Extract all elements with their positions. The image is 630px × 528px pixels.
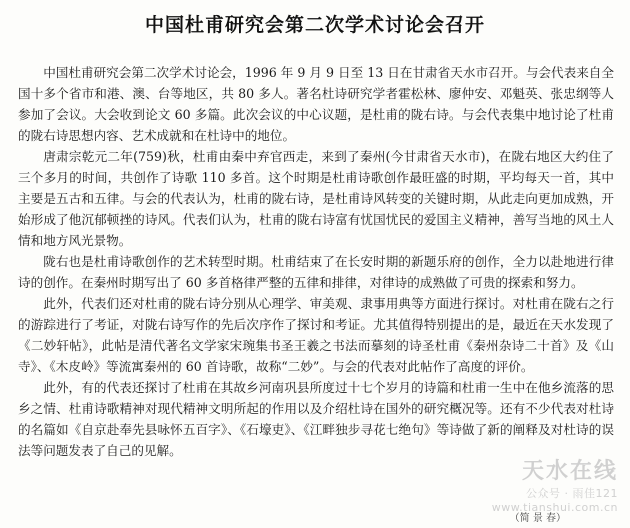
paragraph: 中国杜甫研究会第二次学术讨论会，1996 年 9 月 9 日至 13 日在甘肃省天水市召开。与会代表来自全国十多个省市和港、澳、台等地区，共 80 多人。著名杜诗研究学者霍松林、廖仲安、邓魁英、张忠纲等人参加了会议。大会收到论文 60 多篇。此次会议的中心议题，是杜甫的陇右诗。与会代表集中地讨论了杜甫的陇右诗思想内容、艺术成就和在杜诗中的地位。 (18, 65, 614, 143)
article-title: 中国杜甫研究会第二次学术讨论会召开 (144, 14, 485, 36)
author-signature: （简 景 春） (509, 513, 566, 524)
article-body (18, 62, 614, 461)
paragraph: 此外，代表们还对杜甫的陇右诗分别从心理学、审美观、隶事用典等方面进行探讨。对杜甫在陇右之行的游踪进行了考证，对陇右诗写作的先后次序作了探讨和考证。尤其值得特别提出的是，最近在天水发现了《二妙轩帖》，此帖是清代著名文学家宋琬集书圣王羲之书法而摹刻的诗圣杜甫《秦州杂诗二十首》及《山寺》、《木皮岭》等流寓秦州的 60 首诗歌，故称“二妙”。与会的代表对此帖作了高度的评价。 (18, 296, 614, 374)
paragraph: 唐肃宗乾元二年(759)秋，杜甫由秦中弃官西走，来到了秦州(今甘肃省天水市)，在陇右地区大约住了三个多月的时间，共创作了诗歌 110 多首。这个时期是杜甫诗歌创作最旺盛的时期，平均每天一首，其中主要是五古和五律。与会的代表认为，杜甫的陇右诗，是杜甫诗风转变的关键时期，从此走向更加成熟，开始形成了他沉郁顿挫的诗风。代表们认为，杜甫的陇右诗富有忧国忧民的爱国主义精神，善写当地的风土人情和地方风光景物。 (18, 149, 614, 248)
paragraph: 陇右也是杜甫诗歌创作的艺术转型时期。杜甫结束了在长安时期的新题乐府的创作，全力以赴地进行律诗的创作。在秦州时期写出了 60 多首格律严整的五律和排律，对律诗的成熟做了可贵的探索和努力。 (18, 254, 614, 290)
watermark-main: 天水在线 (521, 459, 618, 484)
paragraph: 此外，有的代表还探讨了杜甫在其故乡河南巩县所度过十七个岁月的诗篇和杜甫一生中在他乡流落的思乡之情、杜甫诗歌精神对现代精神文明所起的作用以及介绍杜诗在国外的研究概况等。还有不少代表对杜诗的名篇如《自京赴奉先县咏怀五百字》、《石壕吏》、《江畔独步寻花七绝句》等诗做了新的阐释及对杜诗的误法等问题发表了自己的见解。 (18, 380, 614, 458)
watermark-sub: 公众号 · 雨佳121 (526, 487, 618, 500)
watermark-url: www.tianshui.com.cn (491, 501, 618, 514)
watermark (492, 454, 618, 514)
